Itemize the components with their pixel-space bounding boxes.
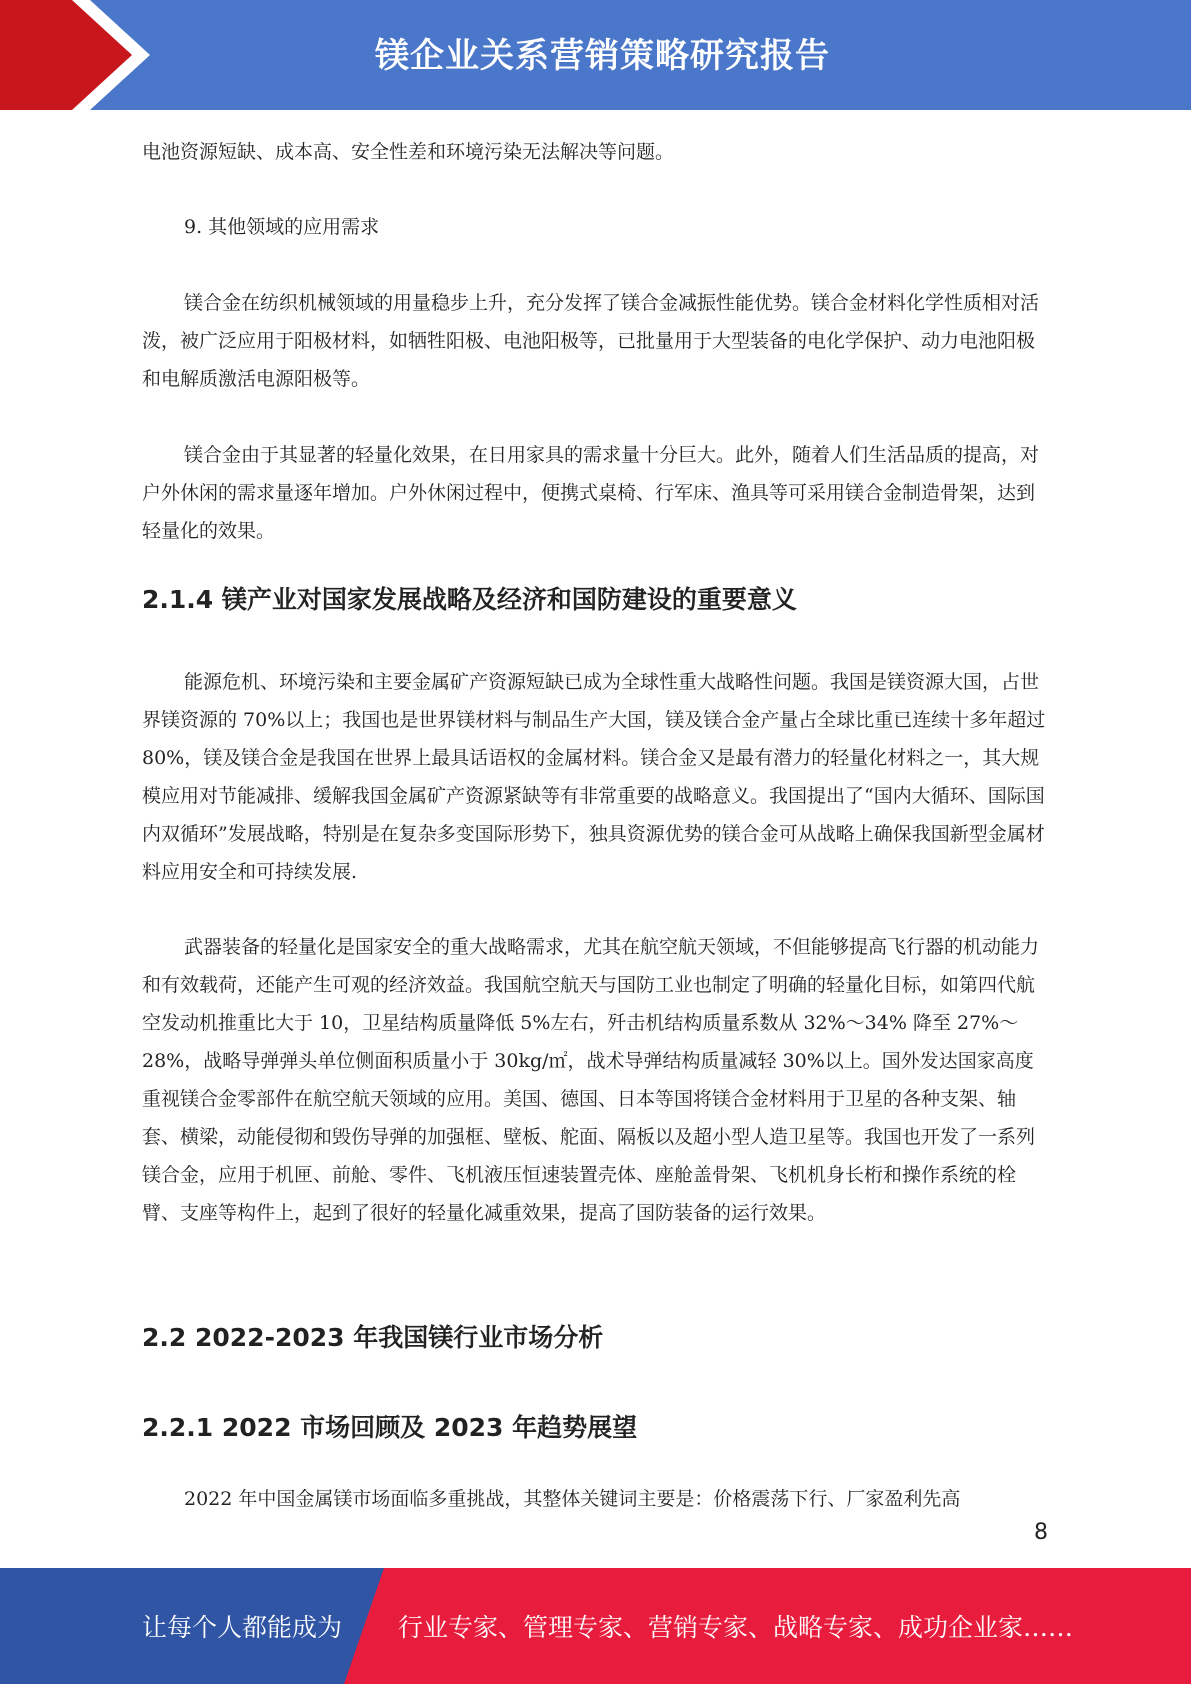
footer-slogan-left: 让每个人都能成为 (142, 1613, 343, 1642)
footer-slogan-right: 行业专家、管理专家、营销专家、战略专家、成功企业家…… (398, 1613, 1074, 1642)
paragraph-4: 能源危机、环境污染和主要金属矿产资源短缺已成为全球性重大战略性问题。我国是镁资源大国，占世界镁资源的 70%以上；我国也是世界镁材料与制品生产大国，镁及镁合金产量占全球比重已连续十多年超过 80%，镁及镁合金是我国在世界上最具话语权的金属材料。镁合金又是最有潜力的轻量化材料之一，其大规模应用对节能减排、缓解我国金属矿产资源紧缺等有非常重要的战略意义。我国提出了“国内大循环、国际国内双循环”发展战略，特别是在复杂多变国际形势下，独具资源优势的镁合金可从战略上确保我国新型金属材料应用安全和可持续发展. (142, 671, 1046, 883)
red-arrow-decoration (0, 0, 160, 110)
report-title: 镁企业关系营销策略研究报告 (375, 36, 830, 76)
paragraph-3: 镁合金由于其显著的轻量化效果，在日用家具的需求量十分巨大。此外，随着人们生活品质的提高，对户外休闲的需求量逐年增加。户外休闲过程中，便携式桌椅、行军床、渔具等可采用镁合金制造骨架，达到轻量化的效果。 (142, 444, 1040, 542)
page-header (0, 0, 1191, 110)
page-footer (0, 1568, 1191, 1684)
paragraph-1: 电池资源短缺、成本高、安全性差和环境污染无法解决等问题。 (142, 141, 675, 163)
list-item-9: 9. 其他领域的应用需求 (184, 216, 380, 238)
section-heading-2-2: 2.2 2022-2023 年我国镁行业市场分析 (142, 1323, 604, 1352)
paragraph-5: 武器装备的轻量化是国家安全的重大战略需求，尤其在航空航天领域，不但能够提高飞行器的机动能力和有效载荷，还能产生可观的经济效益。我国航空航天与国防工业也制定了明确的轻量化目标，如第四代航空发动机推重比大于 10，卫星结构质量降低 5%左右，歼击机结构质量系数从 32%～34% 降至 27%～28%，战略导弹弹头单位侧面积质量小于 30kg/㎡，战术导弹结构质量减轻 30%以上。国外发达国家高度重视镁合金零部件在航空航天领域的应用。美国、德国、日本等国将镁合金材料用于卫星的各种支架、轴套、横梁，动能侵彻和毁伤导弹的加强框、壁板、舵面、隔板以及超小型人造卫星等。我国也开发了一系列镁合金，应用于机匣、前舱、零件、飞机液压恒速装置壳体、座舱盖骨架、飞机机身长桁和操作系统的栓臂、支座等构件上，起到了很好的轻量化减重效果，提高了国防装备的运行效果。 (142, 936, 1040, 1224)
page-number: 8 (1034, 1520, 1048, 1545)
paragraph-2: 镁合金在纺织机械领域的用量稳步上升，充分发挥了镁合金减振性能优势。镁合金材料化学性质相对活泼，被广泛应用于阳极材料，如牺牲阳极、电池阳极等，已批量用于大型装备的电化学保护、动力电池阳极和电解质激活电源阳极等。 (142, 292, 1040, 390)
paragraph-6: 2022 年中国金属镁市场面临多重挑战，其整体关键词主要是：价格震荡下行、厂家盈利先高 (184, 1488, 961, 1510)
section-heading-2-1-4: 2.1.4 镁产业对国家发展战略及经济和国防建设的重要意义 (142, 585, 797, 614)
section-heading-2-2-1: 2.2.1 2022 市场回顾及 2023 年趋势展望 (142, 1413, 638, 1442)
